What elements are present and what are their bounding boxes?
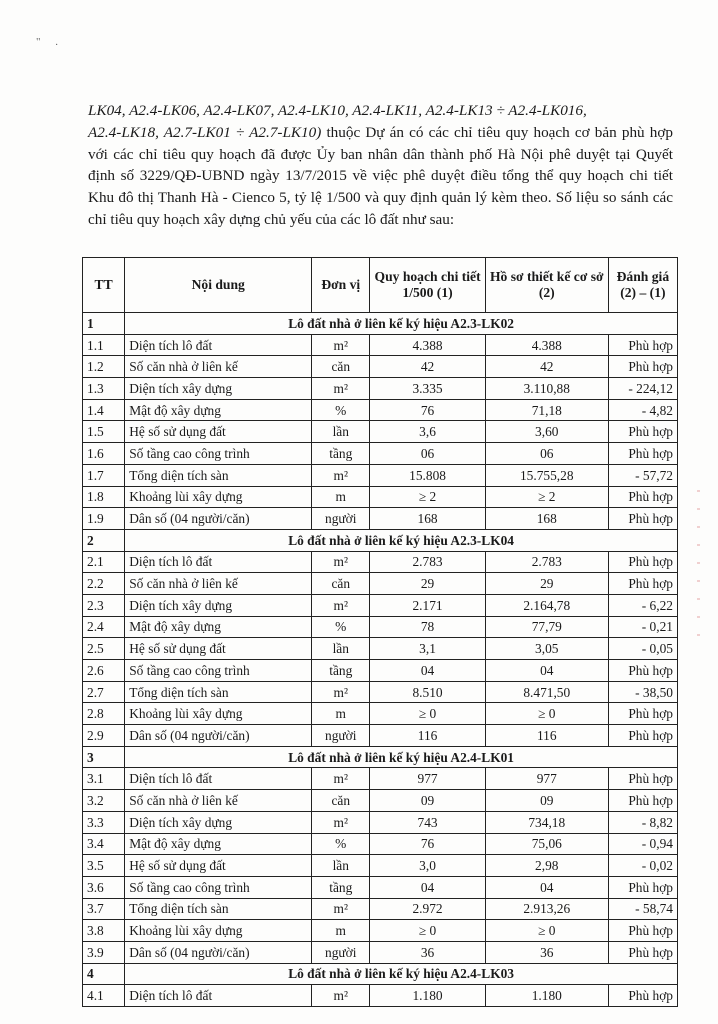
cell-quy-hoach: ≥ 0 [370, 703, 485, 725]
cell-ho-so: 71,18 [485, 399, 608, 421]
group-row [83, 746, 678, 768]
cell-tt: 1.7 [83, 464, 125, 486]
cell-quy-hoach: 76 [370, 833, 485, 855]
table-row [83, 811, 678, 833]
header-ho-so: Hồ sơ thiết kế cơ sở (2) [485, 258, 608, 313]
table-row [83, 725, 678, 747]
table-row [83, 768, 678, 790]
cell-don-vi: người [312, 725, 370, 747]
cell-noi-dung: Dân số (04 người/căn) [125, 508, 312, 530]
cell-danh-gia: Phù hợp [608, 876, 677, 898]
cell-quy-hoach: 09 [370, 790, 485, 812]
cell-ho-so: 734,18 [485, 811, 608, 833]
cell-don-vi: tầng [312, 876, 370, 898]
cell-tt: 3.9 [83, 941, 125, 963]
cell-quy-hoach: 4.388 [370, 334, 485, 356]
cell-quy-hoach: 2.783 [370, 551, 485, 573]
cell-tt: 3.7 [83, 898, 125, 920]
group-row [83, 529, 678, 551]
cell-noi-dung: Số tầng cao công trình [125, 876, 312, 898]
cell-noi-dung: Khoảng lùi xây dựng [125, 486, 312, 508]
cell-ho-so: 116 [485, 725, 608, 747]
cell-ho-so: 04 [485, 660, 608, 682]
group-number: 2 [83, 529, 125, 551]
cell-danh-gia: - 0,05 [608, 638, 677, 660]
cell-quy-hoach: 2.972 [370, 898, 485, 920]
cell-noi-dung: Khoảng lùi xây dựng [125, 920, 312, 942]
cell-ho-so: 3,05 [485, 638, 608, 660]
cell-noi-dung: Diện tích xây dựng [125, 811, 312, 833]
cell-danh-gia: - 6,22 [608, 594, 677, 616]
cell-danh-gia: Phù hợp [608, 486, 677, 508]
cell-quy-hoach: 3,1 [370, 638, 485, 660]
cell-noi-dung: Số căn nhà ở liên kế [125, 573, 312, 595]
table-row [83, 551, 678, 573]
cell-danh-gia: Phù hợp [608, 703, 677, 725]
table-row [83, 356, 678, 378]
cell-danh-gia: Phù hợp [608, 941, 677, 963]
cell-quy-hoach: 8.510 [370, 681, 485, 703]
cell-noi-dung: Dân số (04 người/căn) [125, 725, 312, 747]
cell-danh-gia: - 38,50 [608, 681, 677, 703]
cell-danh-gia: - 0,94 [608, 833, 677, 855]
cell-quy-hoach: 04 [370, 660, 485, 682]
cell-don-vi: m [312, 920, 370, 942]
cell-tt: 2.2 [83, 573, 125, 595]
cell-tt: 3.2 [83, 790, 125, 812]
table-row [83, 421, 678, 443]
cell-noi-dung: Hệ số sử dụng đất [125, 421, 312, 443]
cell-don-vi: % [312, 399, 370, 421]
cell-noi-dung: Mật độ xây dựng [125, 833, 312, 855]
cell-noi-dung: Mật độ xây dựng [125, 616, 312, 638]
group-number: 1 [83, 313, 125, 335]
cell-tt: 3.8 [83, 920, 125, 942]
cell-noi-dung: Diện tích xây dựng [125, 378, 312, 400]
cell-quy-hoach: 15.808 [370, 464, 485, 486]
cell-danh-gia: - 57,72 [608, 464, 677, 486]
cell-quy-hoach: 116 [370, 725, 485, 747]
cell-danh-gia: - 8,82 [608, 811, 677, 833]
table-body [83, 313, 678, 1007]
cell-noi-dung: Hệ số sử dụng đất [125, 855, 312, 877]
cell-tt: 1.8 [83, 486, 125, 508]
cell-tt: 2.3 [83, 594, 125, 616]
intro-lot-list-cont: A2.4-LK18, A2.7-LK01 ÷ A2.7-LK10) [88, 123, 322, 141]
header-danh-gia: Đánh giá (2) – (1) [608, 258, 677, 313]
table-row [83, 616, 678, 638]
cell-tt: 3.4 [83, 833, 125, 855]
cell-ho-so: ≥ 0 [485, 703, 608, 725]
table-row [83, 790, 678, 812]
table-row [83, 833, 678, 855]
group-number: 4 [83, 963, 125, 985]
cell-don-vi: lần [312, 855, 370, 877]
cell-tt: 1.5 [83, 421, 125, 443]
cell-ho-so: 2.913,26 [485, 898, 608, 920]
cell-don-vi: người [312, 941, 370, 963]
cell-don-vi: m² [312, 768, 370, 790]
intro-lot-list: LK04, A2.4-LK06, A2.4-LK07, A2.4-LK10, A2.4-LK11, A2.4-LK13 ÷ A2.4-LK016, [88, 102, 587, 119]
cell-danh-gia: Phù hợp [608, 660, 677, 682]
cell-danh-gia: Phù hợp [608, 508, 677, 530]
table-row [83, 876, 678, 898]
cell-ho-so: 42 [485, 356, 608, 378]
group-title: Lô đất nhà ở liên kế ký hiệu A2.3-LK02 [125, 313, 678, 335]
cell-don-vi: m² [312, 811, 370, 833]
cell-danh-gia: Phù hợp [608, 443, 677, 465]
cell-noi-dung: Diện tích xây dựng [125, 594, 312, 616]
cell-quy-hoach: 76 [370, 399, 485, 421]
cell-don-vi: lần [312, 421, 370, 443]
cell-quy-hoach: 977 [370, 768, 485, 790]
cell-quy-hoach: 3.335 [370, 378, 485, 400]
cell-noi-dung: Diện tích lô đất [125, 768, 312, 790]
cell-don-vi: m² [312, 551, 370, 573]
cell-don-vi: m² [312, 378, 370, 400]
group-number: 3 [83, 746, 125, 768]
cell-don-vi: m [312, 703, 370, 725]
cell-ho-so: 2,98 [485, 855, 608, 877]
cell-danh-gia: Phù hợp [608, 334, 677, 356]
table-row [83, 855, 678, 877]
cell-quy-hoach: ≥ 0 [370, 920, 485, 942]
intro-paragraph [88, 100, 673, 231]
cell-tt: 2.8 [83, 703, 125, 725]
cell-quy-hoach: 3,6 [370, 421, 485, 443]
cell-ho-so: 15.755,28 [485, 464, 608, 486]
cell-tt: 3.5 [83, 855, 125, 877]
table-row [83, 941, 678, 963]
group-row [83, 313, 678, 335]
cell-danh-gia: Phù hợp [608, 768, 677, 790]
cell-quy-hoach: 36 [370, 941, 485, 963]
table-header-row [83, 258, 678, 313]
cell-don-vi: người [312, 508, 370, 530]
cell-ho-so: 09 [485, 790, 608, 812]
table-row [83, 443, 678, 465]
cell-noi-dung: Số căn nhà ở liên kế [125, 790, 312, 812]
cell-noi-dung: Diện tích lô đất [125, 551, 312, 573]
cell-quy-hoach: 42 [370, 356, 485, 378]
table-row [83, 660, 678, 682]
cell-tt: 1.9 [83, 508, 125, 530]
cell-noi-dung: Số tầng cao công trình [125, 443, 312, 465]
cell-noi-dung: Diện tích lô đất [125, 334, 312, 356]
cell-ho-so: 06 [485, 443, 608, 465]
cell-tt: 2.4 [83, 616, 125, 638]
cell-danh-gia: Phù hợp [608, 356, 677, 378]
cell-quy-hoach: 2.171 [370, 594, 485, 616]
table-row [83, 703, 678, 725]
cell-danh-gia: - 0,02 [608, 855, 677, 877]
cell-don-vi: căn [312, 356, 370, 378]
cell-ho-so: 977 [485, 768, 608, 790]
cell-ho-so: 1.180 [485, 985, 608, 1007]
cell-tt: 2.5 [83, 638, 125, 660]
cell-danh-gia: Phù hợp [608, 725, 677, 747]
header-noi-dung: Nội dung [125, 258, 312, 313]
cell-tt: 2.9 [83, 725, 125, 747]
table-row [83, 399, 678, 421]
table-row [83, 378, 678, 400]
cell-danh-gia: - 4,82 [608, 399, 677, 421]
cell-ho-so: 2.783 [485, 551, 608, 573]
cell-noi-dung: Dân số (04 người/căn) [125, 941, 312, 963]
cell-tt: 2.6 [83, 660, 125, 682]
intro-text: thuộc Dự án có các chỉ tiêu quy hoạch cơ bản phù hợp với các chỉ tiêu quy hoạch đã được Ủy ban nhân dân thành phố Hà Nội phê duyệt tại Quyết định số 3229/QĐ-UBND ngày 13/7/2015 về việc phê duyệt điều tổng thể quy hoạch chi tiết Khu đô thị Thanh Hà - Cienco 5, tỷ lệ 1/500 và quy định quản lý kèm theo. Số liệu so sánh các chỉ tiêu quy hoạch xây dựng chủ yếu của các lô đất như sau: [88, 123, 673, 228]
cell-quy-hoach: 743 [370, 811, 485, 833]
cell-ho-so: 8.471,50 [485, 681, 608, 703]
corner-scan-mark: " . [36, 36, 64, 48]
table-row [83, 334, 678, 356]
cell-don-vi: m² [312, 464, 370, 486]
group-title: Lô đất nhà ở liên kế ký hiệu A2.3-LK04 [125, 529, 678, 551]
group-row [83, 963, 678, 985]
cell-quy-hoach: 3,0 [370, 855, 485, 877]
cell-tt: 2.1 [83, 551, 125, 573]
scan-artifact [697, 490, 700, 640]
cell-quy-hoach: 78 [370, 616, 485, 638]
cell-ho-so: 29 [485, 573, 608, 595]
table-row [83, 681, 678, 703]
cell-danh-gia: - 224,12 [608, 378, 677, 400]
cell-noi-dung: Số tầng cao công trình [125, 660, 312, 682]
cell-quy-hoach: 04 [370, 876, 485, 898]
cell-quy-hoach: 1.180 [370, 985, 485, 1007]
cell-don-vi: % [312, 616, 370, 638]
cell-don-vi: tầng [312, 660, 370, 682]
cell-tt: 3.3 [83, 811, 125, 833]
cell-noi-dung: Khoảng lùi xây dựng [125, 703, 312, 725]
cell-tt: 3.1 [83, 768, 125, 790]
cell-noi-dung: Hệ số sử dụng đất [125, 638, 312, 660]
cell-tt: 3.6 [83, 876, 125, 898]
cell-ho-so: 3,60 [485, 421, 608, 443]
cell-quy-hoach: 29 [370, 573, 485, 595]
cell-don-vi: căn [312, 573, 370, 595]
group-title: Lô đất nhà ở liên kế ký hiệu A2.4-LK03 [125, 963, 678, 985]
cell-ho-so: 36 [485, 941, 608, 963]
table-row [83, 920, 678, 942]
cell-ho-so: 77,79 [485, 616, 608, 638]
cell-danh-gia: - 58,74 [608, 898, 677, 920]
cell-don-vi: tầng [312, 443, 370, 465]
cell-tt: 1.2 [83, 356, 125, 378]
table-row [83, 985, 678, 1007]
cell-ho-so: 4.388 [485, 334, 608, 356]
cell-noi-dung: Tổng diện tích sàn [125, 464, 312, 486]
cell-don-vi: m² [312, 334, 370, 356]
table-row [83, 898, 678, 920]
cell-tt: 1.3 [83, 378, 125, 400]
cell-don-vi: m² [312, 594, 370, 616]
comparison-table [82, 257, 678, 1007]
cell-quy-hoach: ≥ 2 [370, 486, 485, 508]
table-row [83, 573, 678, 595]
cell-danh-gia: Phù hợp [608, 551, 677, 573]
cell-ho-so: ≥ 0 [485, 920, 608, 942]
cell-noi-dung: Tổng diện tích sàn [125, 681, 312, 703]
cell-don-vi: m [312, 486, 370, 508]
cell-tt: 1.6 [83, 443, 125, 465]
header-quy-hoach: Quy hoạch chi tiết 1/500 (1) [370, 258, 485, 313]
cell-tt: 1.4 [83, 399, 125, 421]
cell-noi-dung: Tổng diện tích sàn [125, 898, 312, 920]
cell-don-vi: lần [312, 638, 370, 660]
cell-noi-dung: Mật độ xây dựng [125, 399, 312, 421]
cell-danh-gia: Phù hợp [608, 790, 677, 812]
cell-tt: 1.1 [83, 334, 125, 356]
table-row [83, 594, 678, 616]
cell-quy-hoach: 06 [370, 443, 485, 465]
cell-don-vi: m² [312, 985, 370, 1007]
table-row [83, 638, 678, 660]
cell-tt: 2.7 [83, 681, 125, 703]
cell-don-vi: m² [312, 898, 370, 920]
cell-ho-so: 2.164,78 [485, 594, 608, 616]
cell-danh-gia: - 0,21 [608, 616, 677, 638]
cell-ho-so: ≥ 2 [485, 486, 608, 508]
table-row [83, 464, 678, 486]
table-row [83, 486, 678, 508]
table-row [83, 508, 678, 530]
cell-quy-hoach: 168 [370, 508, 485, 530]
cell-danh-gia: Phù hợp [608, 573, 677, 595]
cell-ho-so: 3.110,88 [485, 378, 608, 400]
cell-danh-gia: Phù hợp [608, 421, 677, 443]
group-title: Lô đất nhà ở liên kế ký hiệu A2.4-LK01 [125, 746, 678, 768]
cell-danh-gia: Phù hợp [608, 985, 677, 1007]
cell-ho-so: 75,06 [485, 833, 608, 855]
header-don-vi: Đơn vị [312, 258, 370, 313]
cell-noi-dung: Số căn nhà ở liên kế [125, 356, 312, 378]
cell-don-vi: m² [312, 681, 370, 703]
cell-don-vi: căn [312, 790, 370, 812]
cell-ho-so: 04 [485, 876, 608, 898]
cell-danh-gia: Phù hợp [608, 920, 677, 942]
cell-noi-dung: Diện tích lô đất [125, 985, 312, 1007]
cell-ho-so: 168 [485, 508, 608, 530]
cell-tt: 4.1 [83, 985, 125, 1007]
cell-don-vi: % [312, 833, 370, 855]
header-tt: TT [83, 258, 125, 313]
